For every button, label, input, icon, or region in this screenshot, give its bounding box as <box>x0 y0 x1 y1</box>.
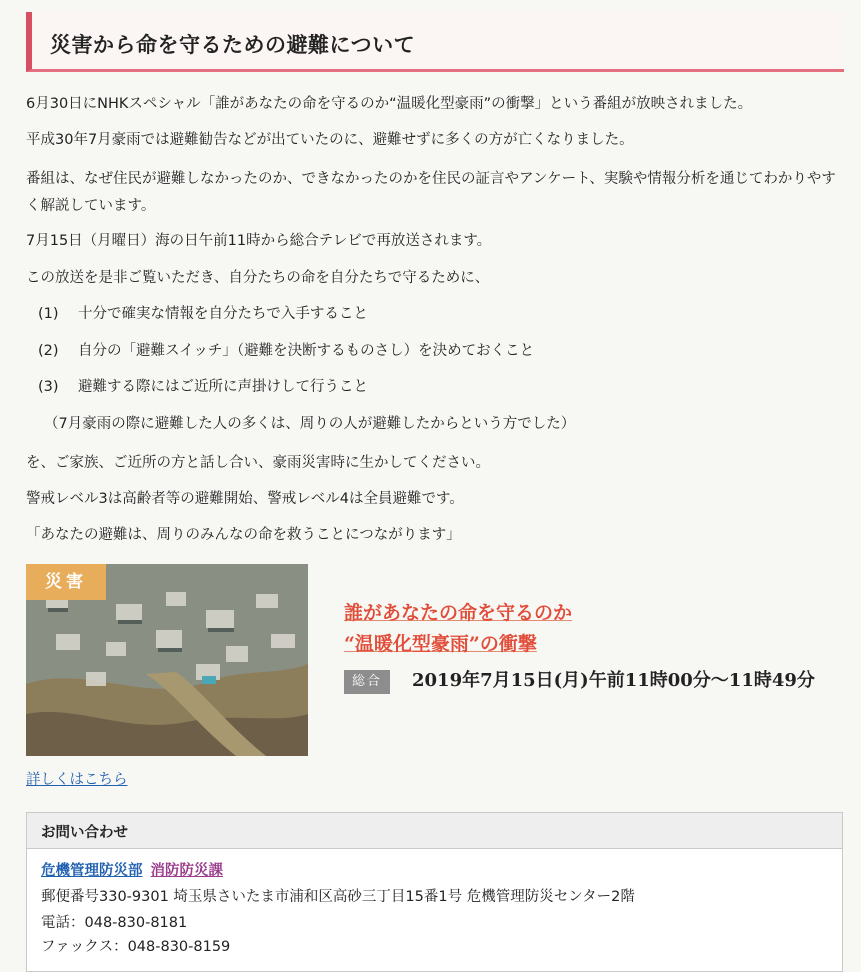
details-link[interactable]: 詳しくはこちら <box>26 772 128 788</box>
list-item-text: 自分の「避難スイッチ」（避難を決断するものさし）を決めておくこと <box>78 343 535 359</box>
contact-address: 郵便番号330-9301 埼玉県さいたま市浦和区高砂三丁目15番1号 危機管理防災センター2階 <box>41 889 635 905</box>
contact-fax: ファックス：048-830-8159 <box>41 939 231 955</box>
paragraph-heavy-rain: 平成30年7月豪雨では避難勧告などが出ていたのに、避難せずに多くの方が亡くなりました。 <box>26 132 634 148</box>
division-link[interactable]: 消防防災課 <box>150 863 223 879</box>
program-title[interactable] <box>344 598 572 660</box>
program-banner[interactable] <box>26 560 844 758</box>
list-item-text: 避難する際にはご近所に声掛けして行うこと <box>78 379 368 395</box>
note-text: （7月豪雨の際に避難した人の多くは、周りの人が避難したからという方でした） <box>44 416 576 432</box>
department-link[interactable]: 危機管理防災部 <box>41 863 143 879</box>
paragraph-intro: この放送を是非ご覧いただき、自分たちの命を自分たちで守るために、 <box>26 270 490 286</box>
contact-box <box>26 812 843 972</box>
paragraph-rebroadcast: 7月15日（月曜日）海の日午前11時から総合テレビで再放送されます。 <box>26 233 492 249</box>
list-item <box>38 377 368 397</box>
list-item <box>38 304 368 324</box>
page-title: 災害から命を守るための避難について <box>50 33 416 57</box>
paragraph-discuss: を、ご家族、ご近所の方と話し合い、豪雨災害時に生かしてください。 <box>26 455 490 471</box>
list-item-number: (1) <box>38 306 59 322</box>
category-badge: 災害 <box>26 564 106 600</box>
contact-header <box>27 813 842 849</box>
paragraph-quote: 「あなたの避難は、周りのみんなの命を救うことにつながります」 <box>26 527 461 543</box>
contact-phone: 電話：048-830-8181 <box>41 915 188 931</box>
program-title-line2: “温暖化型豪雨”の衝撃 <box>344 633 537 655</box>
airtime-text: 2019年7月15日(月)午前11時00分～11時49分 <box>412 670 815 691</box>
page-title-box <box>26 12 844 72</box>
flood-photo <box>26 564 308 756</box>
list-item-number: (2) <box>38 343 59 359</box>
paragraph-alert-levels: 警戒レベル3は高齢者等の避難開始、警戒レベル4は全員避難です。 <box>26 491 464 507</box>
paragraph-broadcast: 6月30日にNHKスペシャル「誰があなたの命を守るのか“温暖化型豪雨”の衝撃」という番組が放映されました。 <box>26 96 753 112</box>
channel-badge: 総合 <box>344 670 390 694</box>
list-item <box>38 341 534 361</box>
list-item-text: 十分で確実な情報を自分たちで入手すること <box>78 306 368 322</box>
paragraph-program: 番組は、なぜ住民が避難しなかったのか、できなかったのかを住民の証言やアンケート、実験や情報分析を通じてわかりやすく解説しています。 <box>26 171 836 214</box>
list-item-number: (3) <box>38 379 59 395</box>
program-title-line1: 誰があなたの命を守るのか <box>344 602 573 624</box>
department <box>41 859 223 880</box>
contact-heading: お問い合わせ <box>41 825 128 841</box>
